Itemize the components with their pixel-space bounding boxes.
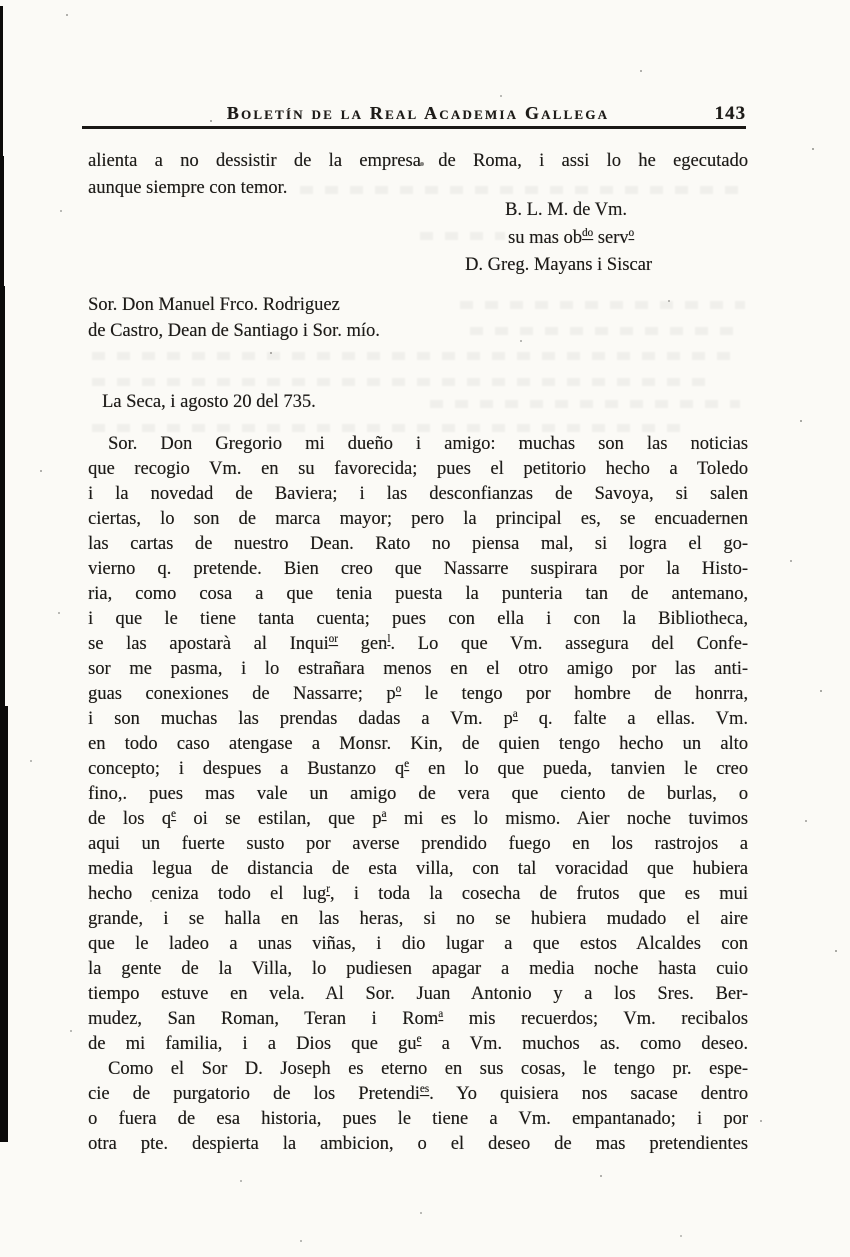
header-rule-divider: [82, 126, 746, 129]
text-line: mudez, San Roman, Teran i Rom$^a$ mis recuerdos; Vm. recibalos: [88, 1007, 748, 1029]
text-line: en todo caso atengase a Monsr. Kin, de quien tengo hecho un alto: [88, 734, 748, 754]
text-line: media legua de distancia de esta villa, con tal voracidad que hubiera: [88, 859, 748, 879]
text-line: i son muchas las prendas dadas a Vm. $p^a$ q. falte a ellas. Vm.: [88, 707, 748, 729]
dateline: La Seca, i agosto 20 del 735.: [102, 392, 316, 412]
text-line: la gente de la Villa, lo pudiesen apagar a media noche hasta cuio: [88, 959, 748, 979]
page-number: 143: [714, 103, 746, 124]
text-line: aunque siempre con temor.: [88, 178, 288, 198]
text-line: Sor. Don Manuel Frco. Rodriguez: [88, 295, 340, 315]
text-line: de Castro, Dean de Santiago i Sor. mío.: [88, 321, 380, 341]
scan-edge-artifact: [0, 286, 5, 706]
text-line: tiempo estuve en vela. Al Sor. Juan Antonio y a los Sres. Ber-: [88, 984, 748, 1004]
text-line: o fuera de esa historia, pues le tiene a Vm. empantanado; i por: [88, 1109, 748, 1129]
letter-body: [88, 432, 748, 1157]
text-line: vierno q. pretende. Bien creo que Nassarre suspirara por la Histo-: [88, 559, 748, 579]
scan-noise-specks: [0, 0, 2, 2]
text-line: que le ladeo a unas viñas, i dio lugar a que estos Alcaldes con: [88, 934, 748, 954]
text-line: grande, i se halla en las heras, si no se hubiera mudado el aire: [88, 909, 748, 929]
text-line: de mi familia, i a Dios que $gu^e$ a Vm. muchos as. como deseo.: [88, 1032, 748, 1054]
running-header: [88, 103, 748, 127]
text-line: sor me pasma, i lo estrañara menos en el otro amigo por las anti-: [88, 659, 748, 679]
show-through-smudge: [420, 232, 505, 240]
text-line: las cartas de nuestro Dean. Rato no piensa mal, si logra el go-: [88, 534, 748, 554]
text-line: Sor. Don Gregorio mi dueño i amigo: muchas son las noticias: [108, 434, 748, 454]
show-through-smudge: [92, 424, 692, 432]
scan-edge-artifact: [0, 156, 4, 286]
signature-salute: B. L. M. de Vm.: [505, 200, 627, 220]
text-line: guas conexiones de Nassarre; $p^o$ le tengo por hombre de honrra,: [88, 682, 748, 704]
text-line: hecho ceniza todo el lug$^r$, i toda la cosecha de frutos que es mui: [88, 882, 748, 904]
journal-title: Boletín de la Real Academia Gallega: [226, 103, 610, 123]
text-line: i que le tiene tanta cuenta; pues con ella i con la Bibliotheca,: [88, 609, 748, 629]
text-line: ria, como cosa a que tenia puesta la punteria tan de antemano,: [88, 584, 748, 604]
text-line: alienta a no dessistir de la empresa de Roma, i assi lo he egecutado: [88, 151, 748, 171]
text-line: se las apostarà al Inqui$^{or}$ gen$^l$. Lo que Vm. assegura del Confe-: [88, 632, 749, 654]
signature-closing: su mas $ob^{do}$ serv$^o$: [508, 226, 635, 248]
text-line: de los $q^e$ oi se estilan, que $p^a$ mi es lo mismo. Aier noche tuvimos: [88, 807, 748, 829]
scan-edge-artifact: [0, 6, 3, 156]
scan-edge-artifact: [0, 706, 8, 1142]
text-line: fino,. pues mas vale un amigo de vera que ciento de burlas, o: [88, 784, 748, 804]
text-line: cie de purgatorio de los Pretendi$^{es}$. Yo quisiera nos sacase dentro: [88, 1082, 748, 1104]
text-line: ciertas, lo son de marca mayor; pero la principal es, se encuadernen: [88, 509, 748, 529]
addressee-block: [88, 292, 748, 344]
text-line: aqui un fuerte susto por averse prendido fuego en los rastrojos a: [88, 834, 748, 854]
text-line: concepto; i despues a Bustanzo $q^e$ en lo que pueda, tanvien le creo: [88, 757, 748, 779]
show-through-smudge: [92, 378, 712, 386]
text-line: i la novedad de Baviera; i las desconfianzas de Savoya, si salen: [88, 484, 748, 504]
show-through-smudge: [92, 352, 742, 360]
text-line: Como el Sor D. Joseph es eterno en sus cosas, le tengo pr. espe-: [108, 1059, 748, 1079]
text-line: que recogio Vm. en su favorecida; pues el petitorio hecho a Toledo: [88, 459, 748, 479]
signature-name: D. Greg. Mayans i Siscar: [465, 255, 653, 275]
intro-paragraph: [88, 148, 748, 202]
text-line: otra pte. despierta la ambicion, o el deseo de mas pretendientes: [88, 1134, 748, 1154]
